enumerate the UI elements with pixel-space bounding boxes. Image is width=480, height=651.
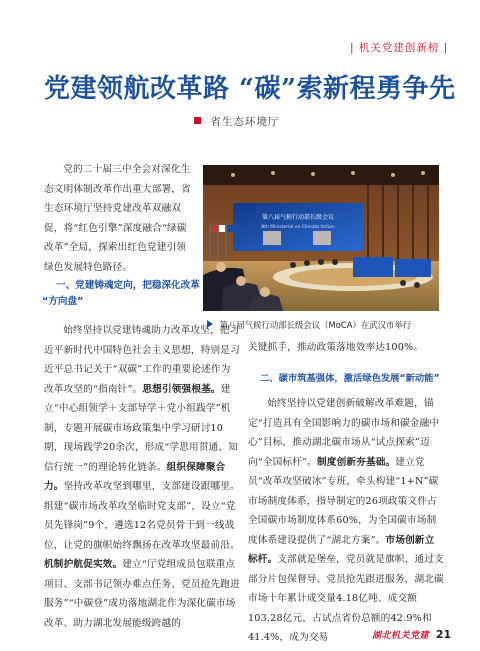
byline-square-icon xyxy=(194,117,201,124)
page-footer xyxy=(372,628,451,641)
conference-photo xyxy=(203,165,439,311)
byline-text: 省生态环境厅 xyxy=(210,116,280,128)
caption-text: 第八届气候行动部长级会议（MoCA）在武汉市举行 xyxy=(219,320,412,330)
section1-para1 xyxy=(44,321,240,633)
section2-body xyxy=(248,394,444,648)
column-tag-bar-right: | xyxy=(443,42,449,54)
caption-arrow-icon xyxy=(207,320,213,328)
byline xyxy=(194,114,279,129)
section2-para1-rest: 建立党员“改革攻坚破冰”专班，牵头构建“1+N”碳市场制度体系，指导制定的26项政策文件占全国碳市场制度体系60%，为全国碳市场制度体系建设提供了“湖北方案”。 xyxy=(248,456,439,546)
section1-para3-text: 建立“厅党组成员包联重点项目、支部书记领办难点任务、党员抢先跑进服务”“中碳登”成功落地湖北作为深化碳市场改革、助力湖北发展能级跨越的 xyxy=(44,559,240,629)
section2-para1 xyxy=(248,394,444,648)
section1-para2-text: 坚持改革攻坚到哪里，支部建设跟哪里。组建“碳市场改革攻坚临时党支部”，设立“党员先锋岗”9个，遴选12名党员骨干到一线战位，让党的旗帜始终飘扬在改革攻坚最前沿。 xyxy=(44,481,240,551)
column-tag-bar-left: | xyxy=(350,42,355,54)
section1-para1-text: 始终坚持以党建铸魂助力改革攻坚，把习近平新时代中国特色社会主义思想，特别是习近平总书记关于“双碳”工作的重要论述作为改革攻坚的“指南针”。 xyxy=(44,325,240,395)
section1-para1-bold: 思想引领强根基。 xyxy=(142,383,221,395)
section1-heading xyxy=(42,278,216,310)
column-tag xyxy=(350,40,448,55)
section2-para1-text: 始终坚持以党建创新破解改革难题，锚定“打造具有全国影响力的碳市场和碳金融中心”目标，推动湖北碳市场从“试点探索”迈向“全国标杆”。 xyxy=(248,398,440,468)
section1-heading-line1: 一、党建铸魂定向，把稳深化改革 xyxy=(56,280,200,291)
section2-para1-bold: 制度创新夯基础。 xyxy=(316,456,396,468)
col2-top-line xyxy=(248,338,444,358)
section1-para2-bold: 组织保障聚合力。 xyxy=(44,461,226,492)
column-tag-text: 机关党建创新榜 xyxy=(358,42,440,54)
section2-para2-bold: 市场创新立标杆。 xyxy=(248,534,435,565)
section1-para3-bold: 机制护航促实效。 xyxy=(44,559,123,570)
photo-caption xyxy=(207,319,443,331)
intro-text: 党的二十届三中全会对深化生态文明体制改革作出重大部署，省生态环境厅坚持党建改革双融双促，将“红色引擎”深度融合“绿碳改革”全局，探索出红色党建引领绿色发展特色路径。 xyxy=(44,164,191,273)
intro-paragraph xyxy=(44,160,192,277)
section1-heading-line2: “方向盘” xyxy=(42,296,84,307)
section1-para1-rest: 建立“中心组领学＋支部导学＋党小组践学”机制，专题开展碳市场政策集中学习研讨10期，现场践学20余次，形成“学思用贯通、知信行统一”的理论转化链条。 xyxy=(44,383,238,473)
col2-top-text: 关键抓手，推动政策落地效率达100%。 xyxy=(248,342,424,353)
section2-heading: 二、碳市筑基强体，激活绿色发展“新动能” xyxy=(260,373,440,384)
conference-photo-illustration xyxy=(203,165,439,311)
section1-body xyxy=(44,321,240,633)
screen-title: 第八届气候行动部长级会议 xyxy=(261,214,335,221)
footer-publication: 湖北机关党建 xyxy=(372,631,430,641)
article-title: 党建领航改革路 “碳”索新程勇争先 xyxy=(44,74,456,104)
footer-page-number: 21 xyxy=(435,628,452,641)
section2-para2-text: 支部就是堡垒，党员就是旗帜，通过支部分片包保督导、党员抢先跟进服务，湖北碳市场十年累计成交量4.18亿吨、成交额103.28亿元，占试点省份总额的42.9%和41.4%，成为交易 xyxy=(248,554,444,643)
screen-subtitle: 8th Ministerial on Climate Action xyxy=(261,225,335,230)
